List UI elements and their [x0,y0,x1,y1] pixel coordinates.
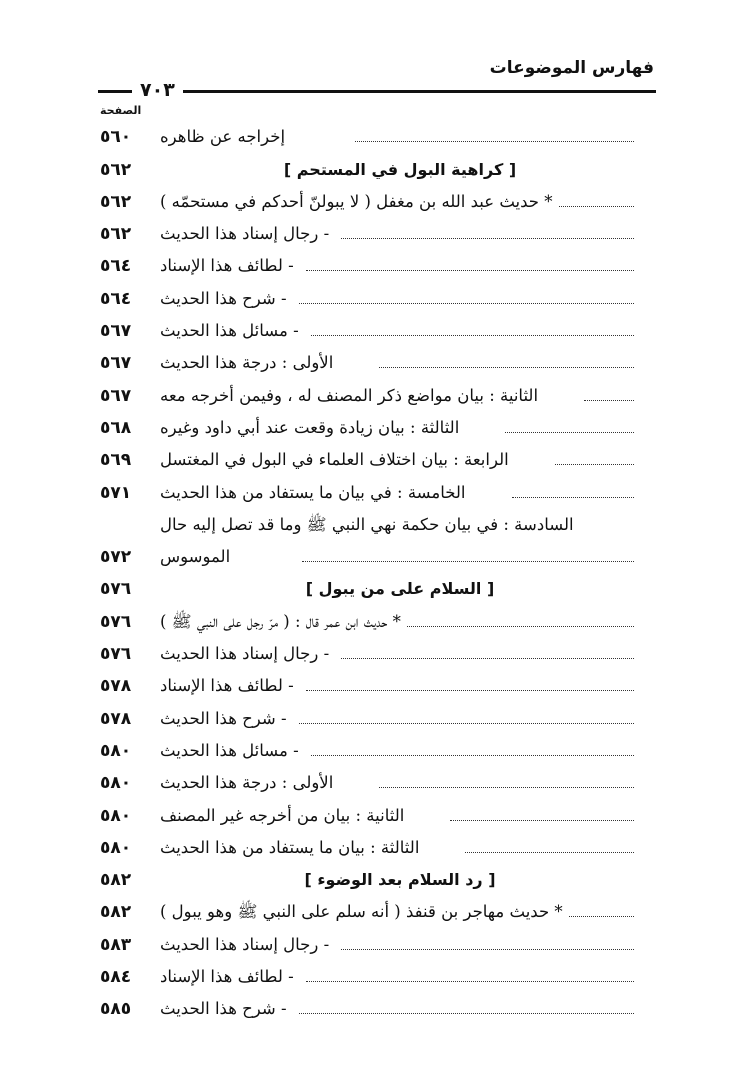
dot-leader [299,303,634,304]
toc-entry-title: الثانية : بيان من أخرجه غير المصنف [160,805,405,825]
toc-entry-content [160,255,640,277]
toc-entry-title: - شرح هذا الحديث [160,999,287,1019]
dot-leader [379,367,634,368]
toc-entry-content [160,740,640,762]
toc-entry-content [160,449,640,471]
toc-entry-content [160,546,640,568]
dot-leader [306,690,634,691]
toc-page-number: ٥٦٤ [100,256,132,277]
toc-entry-title: - لطائف هذا الإسناد [160,967,294,987]
toc-entry-content [160,514,640,536]
toc-entry [100,633,640,665]
toc-entry [100,213,640,245]
toc-entry-title: - رجال إسناد هذا الحديث [160,644,330,664]
dot-leader [559,206,634,207]
toc-entry-title: [ السلام على من يبول ] [305,579,495,599]
toc-page-number: ٥٦٩ [100,450,132,471]
dot-leader [306,981,634,982]
toc-page-number: ٥٦٠ [100,127,132,148]
dot-leader [505,432,634,433]
toc-entry-content [160,223,640,245]
page-column-label: الصفحة [100,104,142,117]
toc-entry-title: * حديث عبد الله بن مغفل ( لا يبولنّ أحدكم في مستحمّه ) [160,191,553,211]
toc-entry-title: الرابعة : بيان اختلاف العلماء في البول في المغتسل [160,450,509,470]
toc-page-number: ٥٧٦ [100,644,132,665]
toc-entry [100,600,640,632]
toc-entry-title: الأولى : درجة هذا الحديث [160,353,334,373]
toc-entry-content [160,901,640,923]
toc-page-number: ٥٨٥ [100,999,132,1020]
toc-entry-content [160,643,640,665]
toc-entry [100,471,640,503]
toc-entry-content [160,869,640,891]
toc-entry-title: - رجال إسناد هذا الحديث [160,934,330,954]
toc-entry [100,762,640,794]
toc-entry-title: - لطائف هذا الإسناد [160,676,294,696]
toc-page-number: ٥٧٦ [100,579,132,600]
toc-page-number: ٥٦٢ [100,159,132,180]
toc-page-number: ٥٧٨ [100,676,132,697]
toc-entry-title: السادسة : في بيان حكمة نهي النبي ﷺ وما قد تصل إليه حال [160,514,574,534]
toc-entry-title: - رجال إسناد هذا الحديث [160,224,330,244]
toc-entry-title: الثالثة : بيان ما يستفاد من هذا الحديث [160,837,420,857]
page-number: ٧٠٣ [132,79,183,101]
toc-entry-content [160,611,640,633]
dot-leader [569,916,634,917]
dot-leader [584,400,634,401]
dot-leader [306,270,634,271]
toc-entry [100,988,640,1020]
toc-entry-title: * حديث مهاجر بن قنفذ ( أنه سلم على النبي ﷺ وهو يبول ) [160,902,563,922]
toc-entry-content [160,288,640,310]
toc-entry [100,116,640,148]
toc-entry-content [160,708,640,730]
toc-page-number: ٥٧١ [100,482,132,503]
toc-entry-content [160,805,640,827]
toc-entry-title: [ كراهية البول في المستحم ] [283,159,517,179]
toc-entry-title: [ رد السلام بعد الوضوء ] [304,870,496,890]
toc-entry-title: الثالثة : بيان زيادة وقعت عند أبي داود وغيره [160,417,460,437]
toc-entry-title: - مسائل هذا الحديث [160,321,299,341]
toc-entry [100,827,640,859]
running-header-title: فهارس الموضوعات [489,58,654,78]
toc-entry [100,407,640,439]
toc-entry [100,374,640,406]
toc-entry-title: - لطائف هذا الإسناد [160,256,294,276]
toc-page-number: ٥٨٠ [100,740,132,761]
toc-section-heading [100,568,640,600]
toc-entry-content [160,352,640,374]
dot-leader [341,238,634,239]
toc-entry-title: الثانية : بيان مواضع ذكر المصنف له ، وفيمن أخرجه معه [160,385,539,405]
dot-leader [407,626,634,627]
toc-entry [100,310,640,342]
dot-leader [555,464,634,465]
toc-entry-content [160,837,640,859]
toc-page-number: ٥٦٨ [100,417,132,438]
dot-leader [450,820,634,821]
toc-page-number: ٥٨٤ [100,967,132,988]
toc-entry-content [160,998,640,1020]
dot-leader [512,497,634,498]
toc-page-number: ٥٨٠ [100,837,132,858]
toc-entry [100,697,640,729]
toc-page-number: ٥٦٧ [100,385,132,406]
toc-page-number: ٥٨٢ [100,870,132,891]
table-of-contents [100,116,640,1020]
dot-leader [341,949,634,950]
toc-page-number: ٥٨٠ [100,773,132,794]
toc-entry-title: إخراجه عن ظاهره [160,127,286,147]
toc-entry-content [160,320,640,342]
toc-section-heading [100,148,640,180]
dot-leader [299,1013,634,1014]
toc-entry [100,277,640,309]
toc-entry [100,665,640,697]
dot-leader [379,787,634,788]
toc-page-number: ٥٦٧ [100,353,132,374]
toc-page-number: ٥٦٤ [100,288,132,309]
toc-entry-title: * حديث ابن عمر قال : ( مرّ رجل على النبي ﷺ ) [160,611,401,631]
toc-entry [100,504,640,536]
toc-entry-title: الخامسة : في بيان ما يستفاد من هذا الحديث [160,482,466,502]
toc-entry [100,245,640,277]
toc-entry-title: الموسوس [160,547,231,567]
toc-section-heading [100,859,640,891]
dot-leader [311,755,634,756]
toc-entry-content [160,482,640,504]
toc-entry [100,891,640,923]
toc-entry [100,181,640,213]
toc-entry-content [160,675,640,697]
toc-entry-title: - مسائل هذا الحديث [160,740,299,760]
toc-entry-content [160,934,640,956]
toc-page-number: ٥٦٢ [100,224,132,245]
toc-entry [100,342,640,374]
toc-entry-content [160,772,640,794]
dot-leader [299,723,634,724]
toc-entry [100,956,640,988]
toc-page-number: ٥٨٠ [100,805,132,826]
dot-leader [311,335,634,336]
toc-entry [100,536,640,568]
toc-entry-content [160,417,640,439]
dot-leader [355,141,634,142]
toc-page-number: ٥٧٨ [100,708,132,729]
toc-entry-content [160,966,640,988]
toc-entry-title: - شرح هذا الحديث [160,708,287,728]
toc-entry-title: الأولى : درجة هذا الحديث [160,773,334,793]
toc-page-number: ٥٦٧ [100,321,132,342]
dot-leader [302,561,634,562]
toc-entry-title: - شرح هذا الحديث [160,288,287,308]
toc-page-number: ٥٧٦ [100,611,132,632]
toc-entry [100,730,640,762]
toc-entry [100,794,640,826]
toc-page-number: ٥٦٢ [100,191,132,212]
toc-page-number: ٥٨٣ [100,934,132,955]
dot-leader [341,658,634,659]
toc-entry-content [160,126,640,148]
toc-entry [100,439,640,471]
toc-entry-content [160,385,640,407]
dot-leader [465,852,634,853]
toc-entry-content [160,191,640,213]
toc-entry-content [160,578,640,600]
toc-entry-content [160,159,640,181]
toc-page-number: ٥٨٢ [100,902,132,923]
toc-page-number: ٥٧٢ [100,547,132,568]
toc-entry [100,923,640,955]
